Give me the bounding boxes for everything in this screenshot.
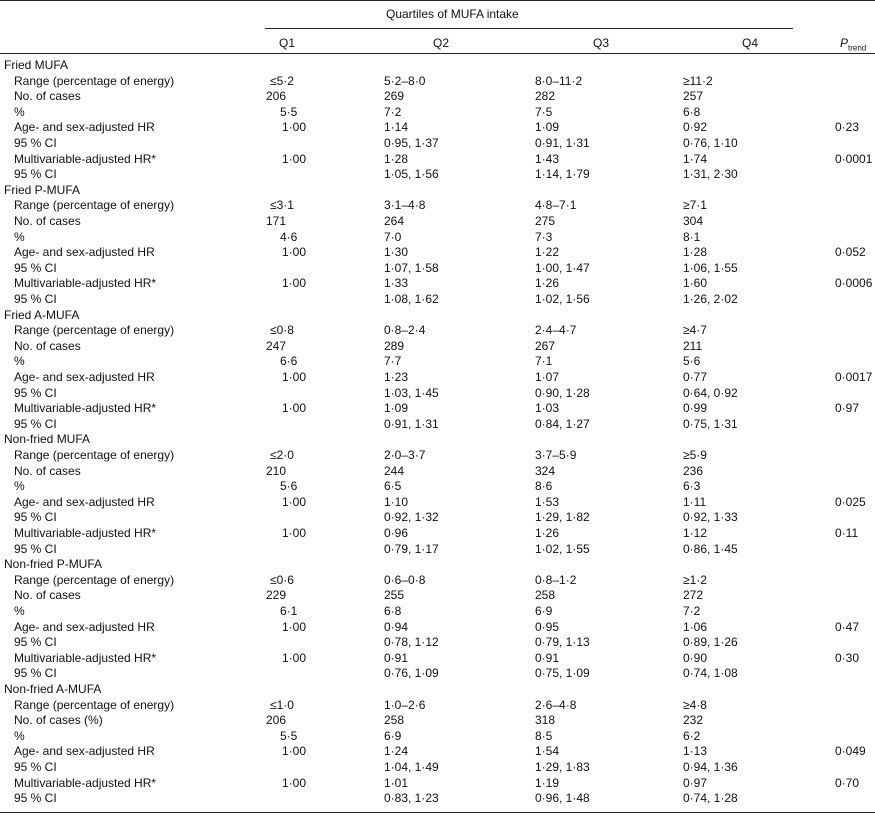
row-label: Multivariable-adjusted HR*	[14, 526, 157, 540]
mv-ci-q3: 0·96, 1·48	[535, 791, 590, 805]
age-hr-q3: 1·09	[535, 120, 560, 134]
mv-ci-q4: 0·74, 1·28	[683, 791, 738, 805]
mv-hr-q2: 1·09	[384, 401, 409, 415]
age-hr-q4: 0·92	[683, 120, 708, 134]
cases-q1: 210	[266, 464, 287, 478]
mv-hr-q4: 1·74	[683, 152, 708, 166]
header-bottom-rule	[0, 53, 875, 54]
mv-ci-q3: 0·75, 1·09	[535, 666, 590, 680]
age-ci-q3: 0·91, 1·31	[535, 136, 590, 150]
pct-q3: 6·9	[535, 604, 553, 618]
mv-hr-q2: 1·33	[384, 276, 409, 290]
quartiles-group-title: Quartiles of MUFA intake	[386, 7, 519, 21]
row-label: Age- and sex-adjusted HR	[14, 620, 155, 634]
mv-hr-q2: 1·28	[384, 152, 409, 166]
row-label: 95 % CI	[14, 760, 57, 774]
cases-q4: 211	[683, 339, 703, 353]
cases-q3: 324	[535, 464, 556, 478]
range-q3: 3·7–5·9	[535, 448, 577, 462]
pct-q2: 7·2	[384, 105, 402, 119]
age-ptrend: 0·049	[835, 744, 866, 758]
cases-q2: 244	[384, 464, 405, 478]
mv-ptrend: 0·0001	[835, 152, 873, 166]
cases-q2: 255	[384, 588, 405, 602]
range-q1: ≤1·0	[270, 698, 294, 712]
age-ci-q3: 1·00, 1·47	[535, 261, 590, 275]
range-q2: 3·1–4·8	[384, 198, 426, 212]
cases-q1: 206	[266, 713, 287, 727]
age-ci-q4: 0·64, 0·92	[683, 386, 738, 400]
quartiles-span-rule	[265, 28, 793, 29]
row-label: Multivariable-adjusted HR*	[14, 776, 157, 790]
row-label: Multivariable-adjusted HR*	[14, 401, 157, 415]
mv-ptrend: 0·30	[835, 651, 860, 665]
cases-q1: 229	[266, 588, 287, 602]
range-q4: ≥5·9	[683, 448, 707, 462]
pct-q1: 5·5	[280, 729, 298, 743]
range-q4: ≥4·8	[683, 698, 707, 712]
cases-q3: 267	[535, 339, 556, 353]
age-ptrend: 0·23	[835, 120, 860, 134]
pct-q3: 7·5	[535, 105, 553, 119]
row-label: Multivariable-adjusted HR*	[14, 152, 157, 166]
row-label: Range (percentage of energy)	[14, 198, 175, 212]
cases-q4: 272	[683, 588, 704, 602]
mv-ci-q4: 0·86, 1·45	[683, 542, 738, 556]
cases-q2: 269	[384, 89, 405, 103]
mv-ci-q4: 0·75, 1·31	[683, 417, 738, 431]
mv-ci-q2: 0·91, 1·31	[384, 417, 439, 431]
mv-ci-q2: 0·79, 1·17	[384, 542, 439, 556]
mv-hr-q4: 1·60	[683, 276, 708, 290]
pct-q1: 5·5	[280, 105, 298, 119]
mv-hr-q3: 0·91	[535, 651, 560, 665]
cases-q4: 236	[683, 464, 704, 478]
age-hr-q2: 1·14	[384, 120, 409, 134]
age-ci-q2: 0·95, 1·37	[384, 136, 439, 150]
section-title: Non-fried MUFA	[4, 432, 91, 446]
age-ci-q4: 0·76, 1·10	[683, 136, 738, 150]
column-header-q4: Q4	[742, 36, 759, 50]
row-label: No. of cases	[14, 214, 81, 228]
age-hr-q1: 1·00	[281, 495, 306, 509]
age-ptrend: 0·025	[835, 495, 866, 509]
top-rule	[0, 0, 875, 1]
age-ci-q4: 1·06, 1·55	[683, 261, 738, 275]
age-ci-q2: 1·03, 1·45	[384, 386, 439, 400]
row-label: Range (percentage of energy)	[14, 448, 175, 462]
mv-ci-q2: 1·05, 1·56	[384, 167, 439, 181]
age-ci-q2: 1·07, 1·58	[384, 261, 439, 275]
row-label: 95 % CI	[14, 386, 57, 400]
cases-q1: 171	[266, 214, 287, 228]
range-q1: ≤0·8	[270, 323, 294, 337]
row-label: 95 % CI	[14, 791, 57, 805]
mv-ptrend: 0·11	[835, 526, 859, 540]
bottom-rule	[0, 812, 875, 813]
mv-hr-q3: 1·19	[535, 776, 560, 790]
age-ptrend: 0·47	[835, 620, 860, 634]
age-hr-q2: 1·10	[384, 495, 409, 509]
pct-q3: 7·1	[535, 354, 553, 368]
row-label: 95 % CI	[14, 510, 57, 524]
mv-ci-q2: 0·76, 1·09	[384, 666, 439, 680]
row-label: Age- and sex-adjusted HR	[14, 370, 155, 384]
range-q1: ≤5·2	[270, 74, 294, 88]
mv-hr-q3: 1·43	[535, 152, 560, 166]
row-label: 95 % CI	[14, 542, 57, 556]
pct-q2: 7·7	[384, 354, 402, 368]
pct-q2: 6·8	[384, 604, 402, 618]
column-header-q2: Q2	[433, 36, 450, 50]
mv-hr-q3: 1·03	[535, 401, 560, 415]
age-hr-q4: 0·77	[683, 370, 708, 384]
row-label: 95 % CI	[14, 136, 57, 150]
section-title: Fried A-MUFA	[4, 308, 80, 322]
row-label: 95 % CI	[14, 261, 57, 275]
age-ci-q4: 0·94, 1·36	[683, 760, 738, 774]
range-q3: 2·4–4·7	[535, 323, 577, 337]
pct-q1: 6·6	[280, 354, 298, 368]
pct-q2: 6·9	[384, 729, 402, 743]
age-hr-q3: 0·95	[535, 620, 560, 634]
age-ci-q3: 0·90, 1·28	[535, 386, 590, 400]
age-hr-q1: 1·00	[281, 370, 306, 384]
section-title: Non-fried A-MUFA	[4, 682, 102, 696]
mv-hr-q1: 1·00	[281, 651, 306, 665]
pct-q3: 8·6	[535, 479, 553, 493]
range-q3: 2·6–4·8	[535, 698, 577, 712]
age-ci-q2: 0·92, 1·32	[384, 510, 439, 524]
mv-hr-q4: 0·90	[683, 651, 708, 665]
age-hr-q2: 0·94	[384, 620, 409, 634]
range-q3: 4·8–7·1	[535, 198, 577, 212]
cases-q4: 232	[683, 713, 704, 727]
row-label: Multivariable-adjusted HR*	[14, 651, 157, 665]
row-label: Range (percentage of energy)	[14, 573, 175, 587]
mv-ptrend: 0·97	[835, 401, 860, 415]
row-label: No. of cases	[14, 339, 81, 353]
mv-hr-q1: 1·00	[281, 401, 306, 415]
cases-q3: 258	[535, 588, 556, 602]
row-label: Range (percentage of energy)	[14, 323, 175, 337]
age-hr-q1: 1·00	[281, 120, 306, 134]
mv-ci-q3: 1·02, 1·56	[535, 292, 590, 306]
column-header-q3: Q3	[593, 36, 610, 50]
mv-ci-q4: 0·74, 1·08	[683, 666, 738, 680]
pct-q4: 6·2	[683, 729, 701, 743]
column-header-ptrend	[840, 36, 866, 52]
range-q3: 8·0–11·2	[535, 74, 583, 88]
mv-hr-q2: 0·91	[384, 651, 409, 665]
cases-q3: 275	[535, 214, 556, 228]
mv-hr-q1: 1·00	[281, 276, 306, 290]
age-hr-q2: 1·30	[384, 245, 409, 259]
mv-hr-q4: 0·99	[683, 401, 708, 415]
age-hr-q3: 1·54	[535, 744, 560, 758]
mv-hr-q1: 1·00	[281, 776, 306, 790]
row-label: No. of cases	[14, 588, 81, 602]
mv-hr-q4: 0·97	[683, 776, 708, 790]
mv-ci-q3: 1·02, 1·55	[535, 542, 590, 556]
range-q2: 0·8–2·4	[384, 323, 426, 337]
row-label: %	[14, 604, 25, 618]
pct-q4: 7·2	[683, 604, 701, 618]
row-label: 95 % CI	[14, 635, 57, 649]
age-hr-q2: 1·23	[384, 370, 409, 384]
age-ci-q4: 0·89, 1·26	[683, 635, 738, 649]
mv-ci-q3: 1·14, 1·79	[535, 167, 590, 181]
range-q2: 1·0–2·6	[384, 698, 426, 712]
row-label: %	[14, 105, 25, 119]
row-label: No. of cases (%)	[14, 713, 103, 727]
row-label: 95 % CI	[14, 292, 57, 306]
mv-hr-q4: 1·12	[683, 526, 708, 540]
ptrend-p: P	[840, 36, 849, 50]
range-q4: ≥4·7	[683, 323, 707, 337]
range-q4: ≥11·2	[683, 74, 713, 88]
mv-ci-q3: 0·84, 1·27	[535, 417, 590, 431]
mv-hr-q3: 1·26	[535, 526, 560, 540]
row-label: Age- and sex-adjusted HR	[14, 120, 155, 134]
range-q2: 2·0–3·7	[384, 448, 426, 462]
age-hr-q4: 1·13	[683, 744, 708, 758]
pct-q3: 7·3	[535, 230, 553, 244]
pct-q1: 6·1	[280, 604, 298, 618]
cases-q2: 264	[384, 214, 405, 228]
row-label: %	[14, 230, 25, 244]
cases-q1: 247	[266, 339, 287, 353]
row-label: Age- and sex-adjusted HR	[14, 744, 155, 758]
range-q3: 0·8–1·2	[535, 573, 577, 587]
age-hr-q1: 1·00	[281, 744, 306, 758]
row-label: %	[14, 479, 25, 493]
range-q2: 5·2–8·0	[384, 74, 426, 88]
cases-q4: 257	[683, 89, 704, 103]
row-label: Multivariable-adjusted HR*	[14, 276, 157, 290]
pct-q1: 4·6	[280, 230, 298, 244]
column-header-q1: Q1	[279, 36, 296, 50]
age-ptrend: 0·052	[835, 245, 866, 259]
age-hr-q4: 1·11	[683, 495, 707, 509]
section-title: Fried P-MUFA	[4, 183, 81, 197]
row-label: 95 % CI	[14, 666, 57, 680]
range-q2: 0·6–0·8	[384, 573, 426, 587]
age-hr-q3: 1·53	[535, 495, 560, 509]
row-label: 95 % CI	[14, 167, 57, 181]
age-hr-q1: 1·00	[281, 245, 306, 259]
age-hr-q3: 1·22	[535, 245, 560, 259]
pct-q3: 8·5	[535, 729, 553, 743]
row-label: %	[14, 729, 25, 743]
pct-q4: 8·1	[683, 230, 701, 244]
pct-q4: 6·8	[683, 105, 701, 119]
row-label: Age- and sex-adjusted HR	[14, 245, 155, 259]
range-q1: ≤3·1	[270, 198, 294, 212]
age-ptrend: 0·0017	[835, 370, 873, 384]
age-hr-q4: 1·28	[683, 245, 708, 259]
row-label: Range (percentage of energy)	[14, 74, 175, 88]
age-hr-q2: 1·24	[384, 744, 409, 758]
mv-ci-q2: 1·08, 1·62	[384, 292, 439, 306]
cases-q1: 206	[266, 89, 287, 103]
row-label: %	[14, 354, 25, 368]
cases-q4: 304	[683, 214, 704, 228]
age-ci-q2: 0·78, 1·12	[384, 635, 439, 649]
row-label: 95 % CI	[14, 417, 57, 431]
cases-q2: 258	[384, 713, 405, 727]
mv-hr-q1: 1·00	[281, 526, 306, 540]
pct-q4: 5·6	[683, 354, 701, 368]
section-title: Non-fried P-MUFA	[4, 557, 103, 571]
pct-q1: 5·6	[280, 479, 298, 493]
range-q1: ≤0·6	[270, 573, 294, 587]
pct-q2: 6·5	[384, 479, 402, 493]
section-title: Fried MUFA	[4, 58, 69, 72]
range-q4: ≥1·2	[683, 573, 707, 587]
mv-ptrend: 0·70	[835, 776, 860, 790]
cases-q3: 282	[535, 89, 556, 103]
row-label: Age- and sex-adjusted HR	[14, 495, 155, 509]
row-label: No. of cases	[14, 464, 81, 478]
row-label: No. of cases	[14, 89, 81, 103]
mv-hr-q1: 1·00	[281, 152, 306, 166]
mv-ci-q4: 1·26, 2·02	[683, 292, 738, 306]
age-ci-q3: 0·79, 1·13	[535, 635, 590, 649]
mv-ptrend: 0·0006	[835, 276, 873, 290]
pct-q4: 6·3	[683, 479, 701, 493]
age-ci-q3: 1·29, 1·82	[535, 510, 590, 524]
age-ci-q2: 1·04, 1·49	[384, 760, 439, 774]
age-hr-q1: 1·00	[281, 620, 306, 634]
age-ci-q3: 1·29, 1·83	[535, 760, 590, 774]
ptrend-subscript: trend	[848, 43, 867, 53]
age-ci-q4: 0·92, 1·33	[683, 510, 738, 524]
range-q1: ≤2·0	[270, 448, 294, 462]
cases-q3: 318	[535, 713, 556, 727]
mv-ci-q4: 1·31, 2·30	[683, 167, 738, 181]
range-q4: ≥7·1	[683, 198, 707, 212]
row-label: Range (percentage of energy)	[14, 698, 175, 712]
mv-hr-q3: 1·26	[535, 276, 560, 290]
mv-ci-q2: 0·83, 1·23	[384, 791, 439, 805]
age-hr-q4: 1·06	[683, 620, 708, 634]
age-hr-q3: 1·07	[535, 370, 560, 384]
pct-q2: 7·0	[384, 230, 402, 244]
cases-q2: 289	[384, 339, 405, 353]
mv-hr-q2: 0·96	[384, 526, 409, 540]
mv-hr-q2: 1·01	[384, 776, 409, 790]
